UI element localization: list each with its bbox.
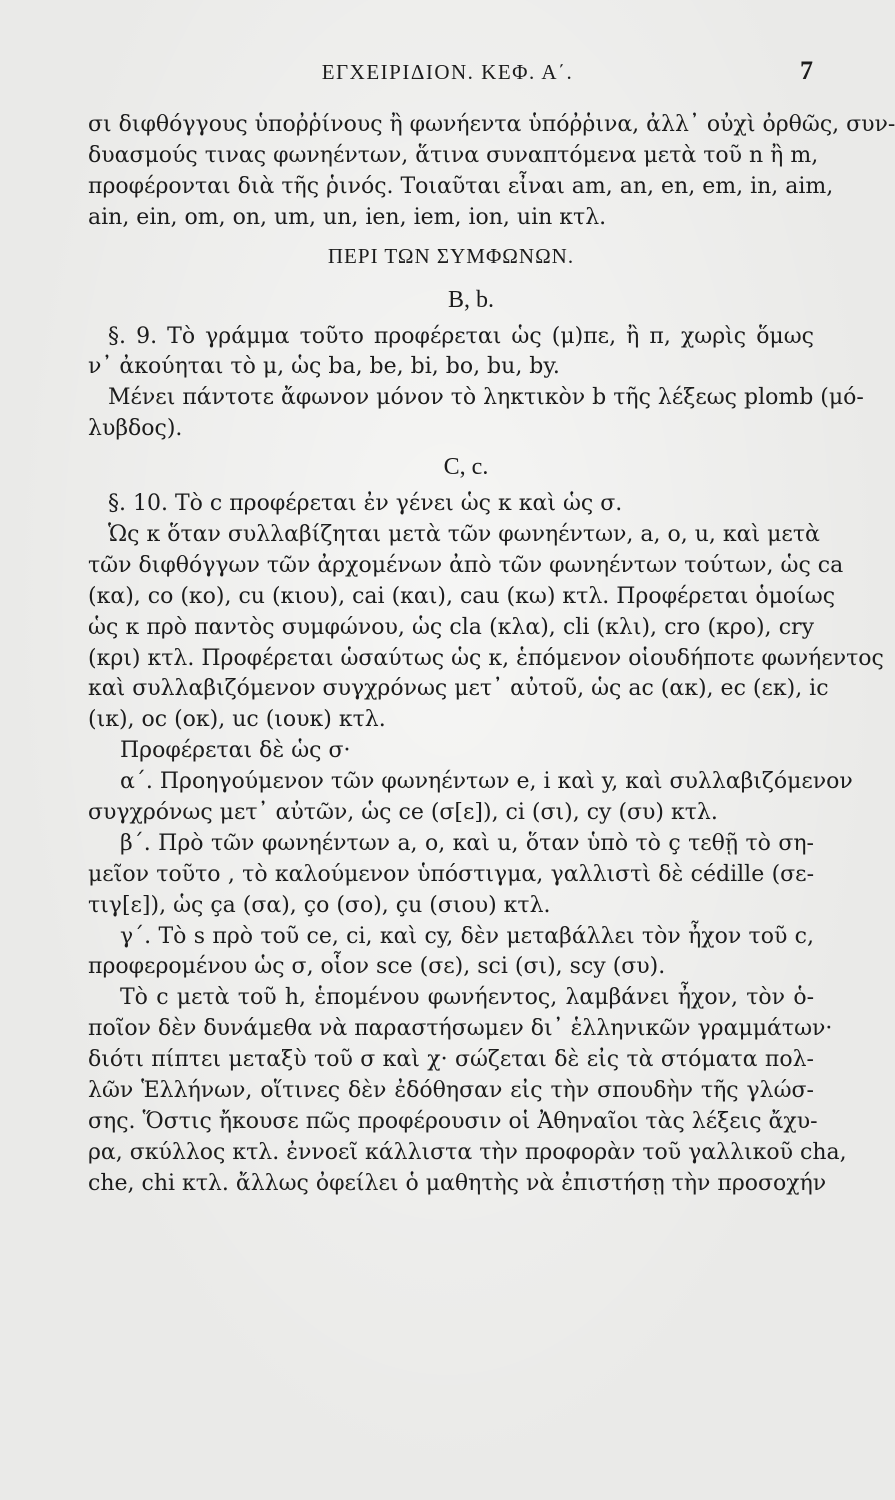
letter-heading-c: C, c. [443, 454, 489, 481]
text-line: ποῖον δὲν δυνάμεθα νὰ παραστήσωμεν δι᾽ ἑλληνικῶν γραμμάτων· [88, 1016, 833, 1042]
running-title: ΕΓΧΕΙΡΙΔΙΟΝ. ΚΕΦ. Α΄. [321, 60, 574, 84]
text-line: (κρι) κτλ. Προφέρεται ὡσαύτως ὡς κ, ἑπόμενον οἱουδήποτε φωνήεντος [88, 645, 884, 671]
text-line: ain, ein, om, on, um, un, ien, iem, ion, uin κτλ. [88, 204, 607, 230]
text-line: τιγ[ε]), ὡς ça (σα), ço (σο), çu (σιου) κτλ. [88, 892, 551, 918]
text-line: che, chi κτλ. ἄλλως ὀφείλει ὁ μαθητὴς νὰ ἐπιστήσῃ τὴν προσοχήν [88, 1170, 827, 1196]
text-line: τῶν διφθόγγων τῶν ἀρχομένων ἀπὸ τῶν φωνηέντων τούτων, ὡς ca [88, 552, 844, 578]
text-line: προφέρονται διὰ τῆς ῥινός. Τοιαῦται εἶναι am, an, en, em, in, aim, [88, 173, 834, 199]
text-line: γ΄. Τὸ s πρὸ τοῦ ce, ci, καὶ cy, δὲν μεταβάλλει τὸν ἦχον τοῦ c, [120, 923, 814, 949]
page-header [0, 56, 895, 92]
text-line: λυβδος). [88, 416, 183, 442]
letter-heading-b: B, b. [447, 286, 494, 313]
section-heading-consonants: ΠΕΡΙ ΤΩΝ ΣΥΜΦΩΝΩΝ. [327, 243, 575, 268]
page-number: 7 [800, 56, 813, 85]
text-line: λῶν Ἑλλήνων, οἵτινες δὲν ἐδόθησαν εἰς τὴν σπουδὴν τῆς γλώσ- [88, 1078, 814, 1104]
text-line: σι διφθόγγους ὑποῤῥίνους ἢ φωνήεντα ὑπόῤῥινα, ἀλλ᾽ οὐχὶ ὀρθῶς, συν- [88, 112, 895, 137]
text-line: διότι πίπτει μεταξὺ τοῦ σ καὶ χ· σώζεται δὲ εἰς τὰ στόματα πολ- [88, 1047, 814, 1073]
text-line: ν᾽ ἀκούηται τὸ μ, ὡς ba, be, bi, bo, bu, by. [88, 354, 560, 380]
text-line: ρα, σκύλλος κτλ. ἐννοεῖ κάλλιστα τὴν προφορὰν τοῦ γαλλικοῦ cha, [88, 1139, 847, 1165]
text-line: Ὡς κ ὅταν συλλαβίζηται μετὰ τῶν φωνηέντων, a, o, u, καὶ μετὰ [108, 522, 820, 548]
body-text [88, 110, 895, 1200]
text-line: (κα), co (κο), cu (κιου), cai (και), cau (κω) κτλ. Προφέρεται ὁμοίως [88, 583, 836, 609]
text-line: δυασμούς τινας φωνηέντων, ἅτινα συναπτόμενα μετὰ τοῦ n ἢ m, [88, 142, 819, 168]
text-line: (ικ), oc (οκ), uc (ιουκ) κτλ. [88, 707, 386, 733]
text-line: §. 9. Τὸ γράμμα τοῦτο προφέρεται ὡς (μ)πε, ἢ π, χωρὶς ὅμως [108, 323, 814, 349]
text-line: ὡς κ πρὸ παντὸς συμφώνου, ὡς cla (κλα), cli (κλι), cro (κρο), cry [88, 614, 814, 640]
text-line: συγχρόνως μετ᾽ αὐτῶν, ὡς ce (σ[ε]), ci (σι), cy (συ) κτλ. [88, 800, 718, 826]
text-line: Προφέρεται δὲ ὡς σ· [120, 738, 351, 764]
text-line: Μένει πάντοτε ἄφωνον μόνον τὸ ληκτικὸν b τῆς λέξεως plomb (μό- [108, 385, 864, 411]
text-line: καὶ συλλαβιζόμενον συγχρόνως μετ᾽ αὐτοῦ, ὡς ac (ακ), ec (εκ), ic [88, 676, 829, 702]
text-line: Τὸ c μετὰ τοῦ h, ἑπομένου φωνήεντος, λαμβάνει ἦχον, τὸν ὁ- [120, 985, 814, 1011]
text-line: μεῖον τοῦτο , τὸ καλούμενον ὑπόστιγμα, γαλλιστὶ δὲ cédille (σε- [88, 861, 814, 887]
text-line: §. 10. Τὸ c προφέρεται ἐν γένει ὡς κ καὶ ὡς σ. [108, 491, 623, 517]
text-line: β΄. Πρὸ τῶν φωνηέντων a, o, καὶ u, ὅταν ὑπὸ τὸ ç τεθῇ τὸ ση- [120, 830, 814, 856]
text-line: α΄. Προηγούμενον τῶν φωνηέντων e, i καὶ y, καὶ συλλαβιζόμενον [120, 769, 853, 795]
text-line: σης. Ὅστις ἤκουσε πῶς προφέρουσιν οἱ Ἀθηναῖοι τὰς λέξεις ἄχυ- [88, 1108, 818, 1134]
text-line: προφερομένου ὡς σ, οἷον sce (σε), sci (σι), scy (συ). [88, 954, 666, 980]
